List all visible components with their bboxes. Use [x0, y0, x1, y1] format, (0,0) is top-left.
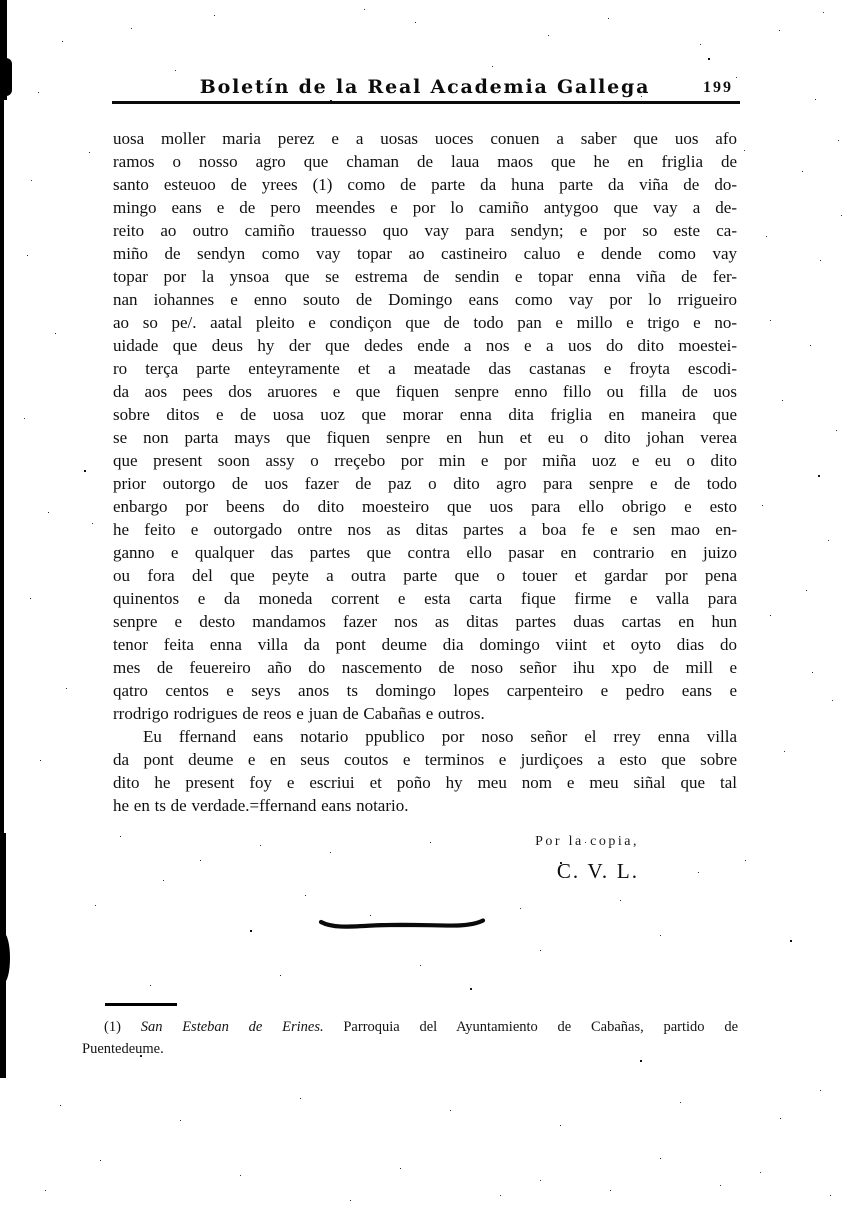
footnote-marker: (1) [104, 1019, 121, 1035]
footnote [82, 1016, 738, 1060]
text-line: rrodrigo rodrigues de reos e juan de Cabañas e outros. [113, 704, 485, 723]
text-line: da aos pees dos aruores e que fiquen senpre enno fillo ou filla de uos [113, 382, 737, 401]
text-line: ao so pe/. aatal pleito e condiçon que de todo pan e millo e trigo e no- [113, 313, 737, 332]
text-line: uosa moller maria perez e a uosas uoces conuen a saber que uos afo [113, 129, 737, 148]
text-line: nan iohannes e enno souto de Domingo eans como vay por lo rrigueiro [113, 290, 737, 309]
text-line: sobre ditos e de uosa uoz que morar enna dita friglia en maneira que [113, 405, 737, 424]
text-line: enbargo por beens do dito moesteiro que uos para ello obrigo e esto [113, 497, 737, 516]
page-number: 199 [703, 79, 733, 96]
text-line: dito he present foy e escriui et poño hy meu nom e meu siñal que tal [113, 773, 737, 792]
text-line: mes de feuereiro año do nascemento de noso señor ihu xpo de mill e [113, 658, 737, 677]
text-line: da pont deume e en seus coutos e terminos e jurdiçoes a esto que sobre [113, 750, 737, 769]
copyist-initials: C. V. L. [556, 859, 639, 883]
text-line: ro terça parte enteyramente et a meatade das castanas e froyta escodi- [113, 359, 737, 378]
text-line: qatro centos e seys anos ts domingo lopes carpenteiro e pedro eans e [113, 681, 737, 700]
text-line: que present soon assy o rreçebo por min e por miña uoz e eu o dito [113, 451, 737, 470]
footnote-place-name: San Esteban de Erines. [140, 1019, 324, 1035]
scan-edge-artifact [0, 58, 12, 96]
text-line: ramos o nosso agro que chaman de laua maos que he en friglia de [113, 152, 737, 171]
text-line: reito ao outro camiño trauesso quo vay para sendyn; e por so este ca- [113, 221, 737, 240]
running-header [113, 76, 737, 102]
journal-title: Boletín de la Real Academia Gallega [199, 76, 651, 98]
scan-noise-speckles [0, 0, 2, 2]
footnote-text: Parroquia del Ayuntamiento de Cabañas, partido de [343, 1019, 739, 1035]
text-line: uidade que deus hy der que dedes ende a nos e a uos do dito moestei- [113, 336, 737, 355]
text-line: quinentos e da moneda corrent e esta carta fique firme e valla para [113, 589, 737, 608]
text-line: he en ts de verdade.=ffernand eans notario. [113, 796, 409, 815]
text-line: prior outorgo de uos fazer de paz o dito agro para senpre e de todo [113, 474, 737, 493]
text-line: Eu ffernand eans notario ppublico por noso señor el rrey enna villa [143, 727, 737, 746]
text-line: senpre e desto mandamos fazer nos as ditas partes duas cartas en hun [113, 612, 737, 631]
footnote-line-1 [82, 1016, 738, 1038]
paragraph-2 [113, 725, 737, 817]
text-line: se non parta mays que fiquen senpre en hun et eu o dito johan verea [113, 428, 737, 447]
text-line: tenor feita enna villa da pont deume dia domingo viint et oyto dias do [113, 635, 737, 654]
footnote-rule [105, 1003, 177, 1006]
text-line: santo esteuoo de yrees (1) como de parte da huna parte da viña de do- [113, 175, 737, 194]
footnote-line-2: Puentedeume. [82, 1041, 164, 1057]
text-line: ou fora del que peyte a outra parte que o touer et gardar por pena [113, 566, 737, 585]
text-line: miño de sendyn como vay topar ao castineiro caluo e dende como vay [113, 244, 737, 263]
text-line: topar por la ynsoa que se estrema de sendin e topar enna viña de fer- [113, 267, 737, 286]
copy-byline: Por la copia, [535, 834, 639, 849]
scan-edge-artifact [0, 95, 4, 835]
signature-block [113, 830, 737, 883]
text-line: ganno e qualquer das partes que contra ello pasar en contrario en juizo [113, 543, 737, 562]
document-body [113, 127, 737, 883]
text-line: mingo eans e de pero meendes e por lo camiño antygoo que vay a de- [113, 198, 737, 217]
header-rule [112, 101, 740, 104]
text-line: he feito e outorgado ontre nos as ditas partes a boa fe e sen mao en- [113, 520, 737, 539]
paragraph-1 [113, 127, 737, 725]
scan-edge-artifact [0, 933, 10, 983]
decorative-separator-rule [318, 915, 486, 935]
